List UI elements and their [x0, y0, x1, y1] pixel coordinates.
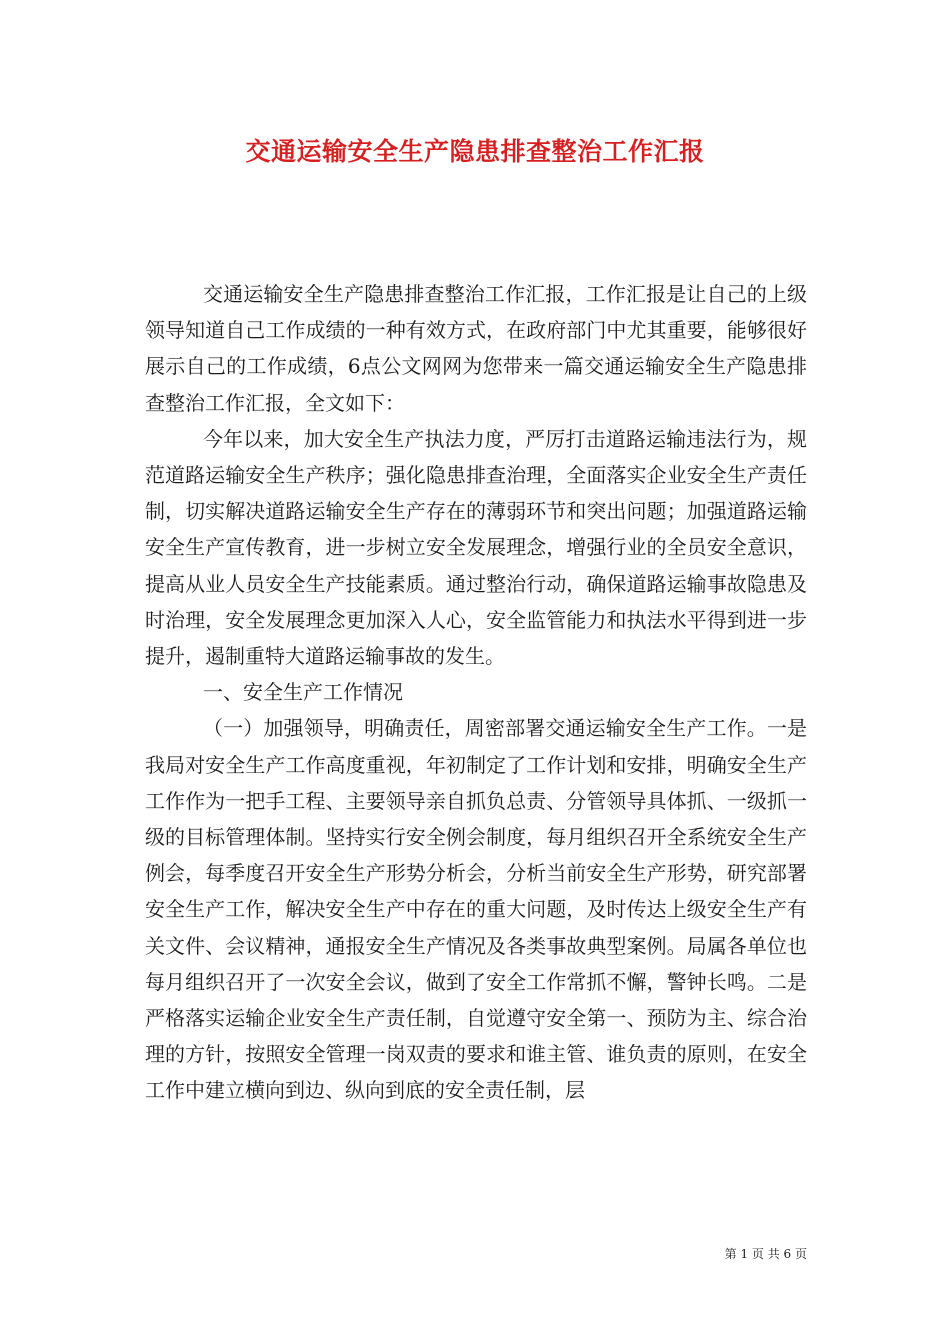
page-number: 第 1 页 共 6 页	[724, 1247, 807, 1261]
paragraph-summary: 今年以来，加大安全生产执法力度，严厉打击道路运输违法行为，规范道路运输安全生产秩序；强化隐患排查治理，全面落实企业安全生产责任制，切实解决道路运输安全生产存在的薄弱环节和突出问题；加强道路运输安全生产宣传教育，进一步树立安全发展理念，增强行业的全员安全意识，提高从业人员安全生产技能素质。通过整治行动，确保道路运输事故隐患及时治理，安全发展理念更加深入人心，安全监管能力和执法水平得到进一步提升，遏制重特大道路运输事故的发生。	[145, 426, 807, 669]
document-title: 交通运输安全生产隐患排查整治工作汇报	[245, 137, 705, 166]
paragraph-intro: 交通运输安全生产隐患排查整治工作汇报，工作汇报是让自己的上级领导知道自己工作成绩的一种有效方式，在政府部门中尤其重要，能够很好展示自己的工作成绩，6点公文网网为您带来一篇交通运输安全生产隐患排查整治工作汇报，全文如下：	[145, 282, 807, 415]
paragraph-section-1-1: （一）加强领导，明确责任，周密部署交通运输安全生产工作。一是我局对安全生产工作高度重视，年初制定了工作计划和安排，明确安全生产工作作为一把手工程、主要领导亲自抓负总责、分管领导具体抓、一级抓一级的目标管理体制。坚持实行安全例会制度，每月组织召开全系统安全生产例会，每季度召开安全生产形势分析会，分析当前安全生产形势，研究部署安全生产工作，解决安全生产中存在的重大问题，及时传达上级安全生产有关文件、会议精神，通报安全生产情况及各类事故典型案例。局属各单位也每月组织召开了一次安全会议，做到了安全工作常抓不懈，警钟长鸣。二是严格落实运输企业安全生产责任制，自觉遵守安全第一、预防为主、综合治理的方针，按照安全管理一岗双责的要求和谁主管、谁负责的原则，在安全工作中建立横向到边、纵向到底的安全责任制，层	[145, 716, 807, 1103]
document-body	[145, 276, 807, 1109]
section-heading-1: 一、安全生产工作情况	[203, 680, 403, 705]
